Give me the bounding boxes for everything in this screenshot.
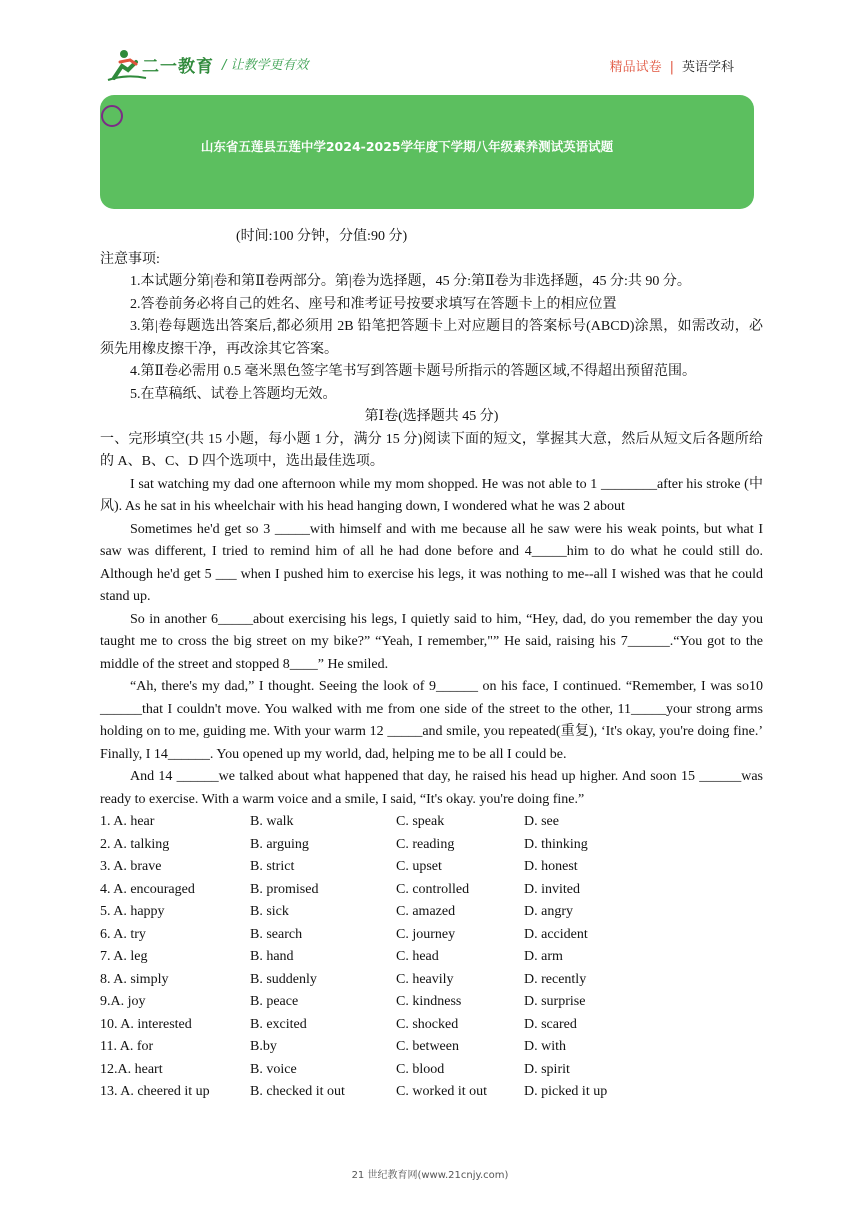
question-options-row: [100, 969, 763, 992]
option-c: C. worked it out: [396, 1084, 487, 1099]
passage-paragraph: So in another 6_____about exercising his legs, I quietly said to him, “Hey, dad, do you remember the day you taught me to cross the big street on my bike?” “Yeah, I remember,"” He said, raising his 7______.“You got to the middle of the street and stopped 8____” He smiled.: [100, 611, 763, 672]
exam-title: 山东省五莲县五莲中学2024-2025学年度下学期八年级素养测试英语试题: [200, 139, 614, 154]
question-options-row: [100, 1036, 763, 1059]
option-b: B. peace: [250, 994, 299, 1009]
option-a: 13. A. cheered it up: [100, 1084, 210, 1099]
page-footer: 21 世纪教育网(www.21cnjy.com): [351, 1170, 509, 1181]
passage-paragraph: I sat watching my dad one afternoon while my mom shopped. He was not able to 1 ________after his stroke (中风). As he sat in his wheelchair with his head hanging down, I wondered what he was 2 about: [100, 476, 763, 514]
option-c: C. journey: [396, 926, 456, 942]
note-item: 3.第|卷每题选出答案后,都必须用 2B 铅笔把答题卡上对应题目的答案标号(ABCD)涂黑，如需改动，必须先用橡皮擦干净，再改涂其它答案。: [100, 319, 763, 357]
option-d: D. surprise: [524, 994, 586, 1009]
option-d: D. recently: [524, 971, 587, 987]
option-a: 2. A. talking: [100, 836, 170, 852]
option-c: C. kindness: [396, 994, 462, 1009]
option-b: B. suddenly: [250, 971, 317, 987]
option-c: C. shocked: [396, 1016, 459, 1032]
option-c: C. blood: [396, 1061, 445, 1077]
option-a: 1. A. hear: [100, 814, 155, 829]
option-b: B. hand: [250, 949, 294, 964]
passage-paragraph: “Ah, there's my dad,” I thought. Seeing the look of 9______ on his face, I continued. “Remember, I was so10 ______that I couldn't move. You walked with me from one side of the street to the other, 11_____your strong arms holding on to me, guiding me. With your warm 12 _____and smile, you repeated(重复), ‘It's okay, you're doing fine.’ Finally, I 14______. You opened up my world, dad, helping me to be all I could be.: [100, 679, 763, 762]
option-a: 9.A. joy: [100, 994, 146, 1009]
options-list: [100, 811, 763, 1104]
option-a: 8. A. simply: [100, 971, 169, 987]
option-c: C. reading: [396, 836, 455, 852]
option-b: B. voice: [250, 1061, 297, 1077]
option-c: C. speak: [396, 814, 445, 829]
option-d: D. spirit: [524, 1061, 570, 1077]
question-options-row: [100, 924, 763, 947]
option-a: 11. A. for: [100, 1039, 154, 1054]
option-c: C. between: [396, 1039, 459, 1054]
note-item: 2.答卷前务必将自己的姓名、座号和准考证号按要求填写在答题卡上的相应位置: [130, 296, 617, 312]
option-a: 12.A. heart: [100, 1061, 163, 1077]
question-options-row: [100, 1059, 763, 1082]
question-options-row: [100, 901, 763, 924]
section-intro: 一、完形填空(共 15 小题，每小题 1 分，满分 15 分)阅读下面的短文，掌握其大意，然后从短文后各题所给的 A、B、C、D 四个选项中，选出最佳选项。: [100, 431, 763, 469]
option-a: 5. A. happy: [100, 904, 165, 919]
option-d: D. arm: [524, 949, 563, 964]
option-d: D. scared: [524, 1016, 577, 1032]
exam-content: [100, 226, 763, 1104]
subject-tag: 英语学科: [681, 60, 734, 75]
question-options-row: [100, 834, 763, 857]
note-item: 5.在草稿纸、试卷上答题均无效。: [130, 386, 337, 402]
option-c: C. heavily: [396, 971, 454, 987]
page-header: [100, 40, 760, 80]
option-b: B. arguing: [250, 836, 309, 852]
header-separator: |: [669, 60, 674, 75]
option-d: D. thinking: [524, 836, 588, 852]
option-b: B. strict: [250, 859, 295, 874]
option-c: C. controlled: [396, 881, 470, 897]
question-options-row: [100, 946, 763, 969]
question-options-row: [100, 879, 763, 902]
slogan: / 让教学更有效: [222, 58, 309, 73]
option-a: 6. A. try: [100, 926, 146, 942]
option-d: D. invited: [524, 881, 580, 897]
option-d: D. with: [524, 1039, 566, 1054]
option-d: D. picked it up: [524, 1084, 608, 1099]
question-options-row: [100, 1014, 763, 1037]
passage-paragraph: Sometimes he'd get so 3 _____with himself and with me because all he saw were his weak points, but what I saw was different, I tried to remind him of all he had done before and 4_____him to do what he could still do. Although he'd get 5 ___ when I pushed him to exercise his legs, it was nothing to me--all I wished was that he could stand up.: [100, 521, 763, 604]
option-a: 10. A. interested: [100, 1016, 192, 1032]
option-c: C. upset: [396, 859, 442, 874]
title-banner: [100, 95, 754, 209]
time-line: (时间:100 分钟，分值:90 分): [236, 229, 408, 244]
option-b: B. walk: [250, 814, 294, 829]
option-b: B.by: [250, 1039, 277, 1054]
option-d: D. angry: [524, 904, 573, 919]
passage-paragraph: And 14 ______we talked about what happened that day, he raised his head up higher. And soon 15 ______was ready to exercise. With a warm voice and a smile, I said, “It's okay. you're doing fine.”: [100, 769, 763, 807]
logo-text: 二一教育: [142, 57, 214, 77]
option-a: 3. A. brave: [100, 859, 162, 874]
option-d: D. honest: [524, 859, 578, 874]
notes-title: 注意事项:: [100, 251, 160, 267]
option-a: 7. A. leg: [100, 949, 148, 964]
option-d: D. accident: [524, 926, 588, 942]
question-options-row: [100, 1081, 763, 1104]
option-b: B. sick: [250, 904, 289, 919]
question-options-row: [100, 991, 763, 1014]
option-b: B. checked it out: [250, 1084, 345, 1099]
question-options-row: [100, 856, 763, 879]
part-title: 第Ⅰ卷(选择题共 45 分): [364, 409, 499, 424]
header-tags: [610, 56, 734, 75]
exam-tag: 精品试卷: [609, 60, 662, 75]
option-c: C. head: [396, 949, 439, 964]
option-d: D. see: [524, 814, 559, 829]
note-item: 1.本试题分第|卷和第Ⅱ卷两部分。第|卷为选择题，45 分:第Ⅱ卷为非选择题，45 分:共 90 分。: [130, 274, 691, 289]
question-options-row: [100, 811, 763, 834]
note-item: 4.第Ⅱ卷必需用 0.5 毫米黑色签字笔书写到答题卡题号所指示的答题区域,不得超出预留范围。: [130, 364, 697, 379]
option-b: B. search: [250, 926, 303, 942]
option-c: C. amazed: [396, 904, 456, 919]
option-b: B. excited: [250, 1016, 307, 1032]
circle-icon: [101, 105, 123, 127]
option-a: 4. A. encouraged: [100, 881, 195, 897]
option-b: B. promised: [250, 881, 319, 897]
